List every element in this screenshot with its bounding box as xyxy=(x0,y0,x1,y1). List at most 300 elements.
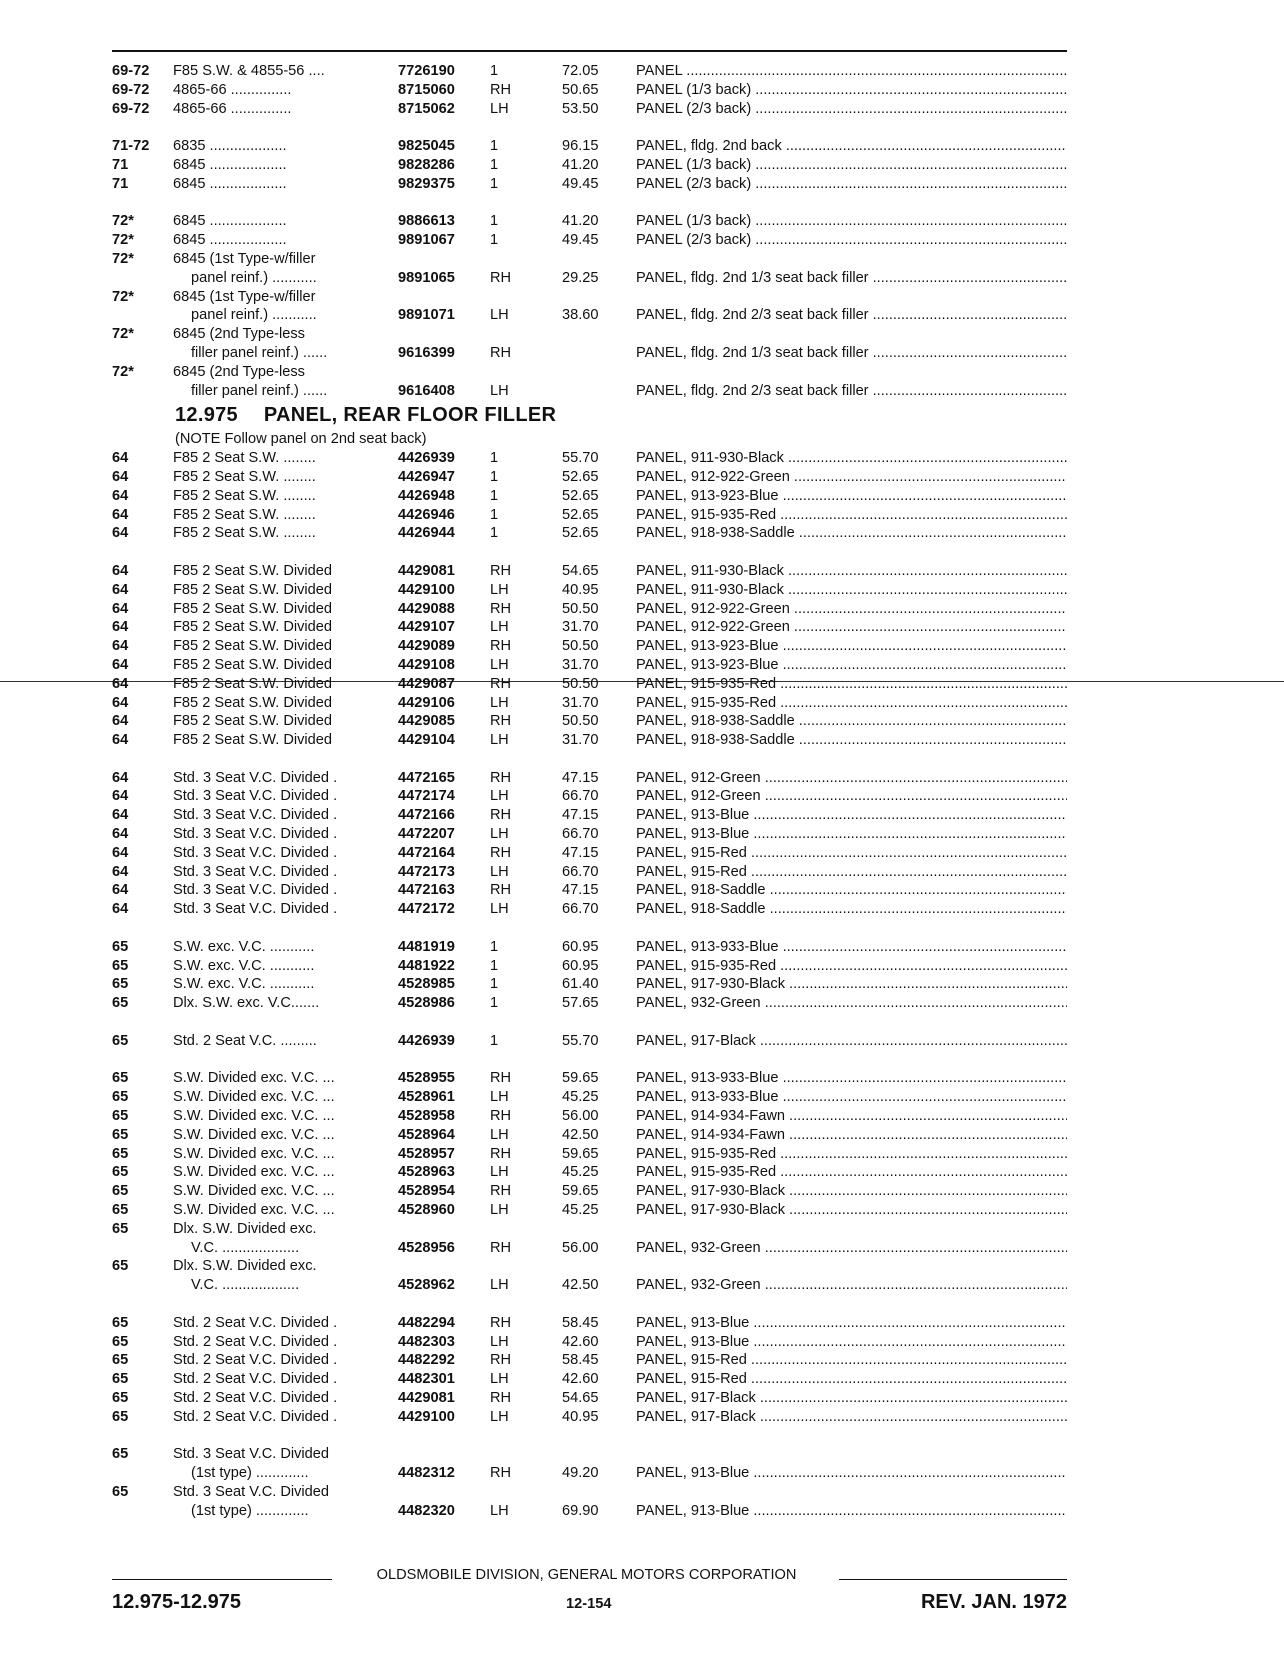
quantity: LH xyxy=(490,694,509,711)
part-number: 4528956 xyxy=(398,1239,455,1256)
part-name xyxy=(636,231,1067,250)
part-number: 4528986 xyxy=(398,995,455,1012)
model-year: 64 xyxy=(112,732,129,749)
quantity: RH xyxy=(490,1239,512,1256)
model-description xyxy=(173,881,393,900)
description-line-1: Std. 2 Seat V.C. Divided . xyxy=(173,1389,338,1406)
part-name-text: PANEL, 915-935-Red xyxy=(636,957,777,974)
model-year: 65 xyxy=(112,1314,129,1331)
description-line-1: 4865-66 ............... xyxy=(173,81,292,98)
quantity: RH xyxy=(490,1145,512,1162)
part-name xyxy=(636,156,1067,175)
description-line-1: F85 2 Seat S.W. Divided xyxy=(173,694,332,711)
part-name xyxy=(636,863,1067,882)
model-year: 65 xyxy=(112,1352,129,1369)
part-name-text: PANEL, 915-Red xyxy=(636,844,747,861)
part-name xyxy=(636,1389,1067,1408)
model-description xyxy=(173,1370,393,1389)
price: 40.95 xyxy=(562,1408,599,1425)
description-line-1: Dlx. S.W. Divided exc. xyxy=(173,1220,317,1237)
model-year: 64 xyxy=(112,468,129,485)
description-line-2: V.C. ................... xyxy=(191,1239,300,1256)
model-description xyxy=(173,81,393,100)
part-name-text: PANEL, 917-Black xyxy=(636,1032,756,1049)
description-line-1: Std. 2 Seat V.C. Divided . xyxy=(173,1352,338,1369)
model-description xyxy=(173,1107,393,1126)
section-number: 12.975 xyxy=(175,404,238,427)
model-year: 64 xyxy=(112,863,129,880)
model-year: 64 xyxy=(112,450,129,467)
model-description xyxy=(173,468,393,487)
model-description xyxy=(173,562,393,581)
model-year: 65 xyxy=(112,1202,129,1219)
model-year: 64 xyxy=(112,562,129,579)
model-description xyxy=(173,100,393,119)
quantity: RH xyxy=(490,1314,512,1331)
table-row xyxy=(112,787,1067,806)
table-row xyxy=(112,62,1067,81)
model-year: 64 xyxy=(112,619,129,636)
quantity: 1 xyxy=(490,1032,499,1049)
description-line-1: F85 2 Seat S.W. ........ xyxy=(173,450,316,467)
part-number: 4482303 xyxy=(398,1333,455,1350)
part-number: 4528957 xyxy=(398,1145,455,1162)
model-year: 72* xyxy=(112,250,134,267)
price: 49.20 xyxy=(562,1465,599,1482)
price: 41.20 xyxy=(562,213,599,230)
description-line-2: filler panel reinf.) ...... xyxy=(191,382,328,399)
description-line-1: Std. 3 Seat V.C. Divided . xyxy=(173,788,338,805)
model-description xyxy=(173,363,393,401)
part-name xyxy=(636,1163,1067,1182)
price: 50.50 xyxy=(562,675,599,692)
part-name-text: PANEL (2/3 back) xyxy=(636,232,752,249)
model-description xyxy=(173,1163,393,1182)
description-line-1: Std. 3 Seat V.C. Divided xyxy=(173,1483,330,1500)
description-line-1: F85 2 Seat S.W. Divided xyxy=(173,600,332,617)
table-row xyxy=(112,81,1067,100)
table-row xyxy=(112,1389,1067,1408)
part-name-text: PANEL, 913-933-Blue xyxy=(636,938,779,955)
part-name xyxy=(636,449,1067,468)
quantity: 1 xyxy=(490,468,499,485)
description-line-1: S.W. Divided exc. V.C. ... xyxy=(173,1145,335,1162)
model-description xyxy=(173,618,393,637)
quantity: LH xyxy=(490,1126,509,1143)
description-line-1: S.W. Divided exc. V.C. ... xyxy=(173,1202,335,1219)
table-row xyxy=(112,863,1067,882)
part-name xyxy=(636,694,1067,713)
model-year: 72* xyxy=(112,288,134,305)
model-description xyxy=(173,1145,393,1164)
price: 56.00 xyxy=(562,1108,599,1125)
part-name xyxy=(636,1069,1067,1088)
part-name xyxy=(636,600,1067,619)
part-name-text: PANEL, 917-930-Black xyxy=(636,976,785,993)
price: 52.65 xyxy=(562,506,599,523)
description-line-1: Std. 2 Seat V.C. Divided . xyxy=(173,1333,338,1350)
part-name xyxy=(636,900,1067,919)
part-number: 4429085 xyxy=(398,713,455,730)
part-name-text: PANEL, 911-930-Black xyxy=(636,581,784,598)
table-row xyxy=(112,1145,1067,1164)
part-name xyxy=(636,844,1067,863)
table-row xyxy=(112,288,1067,326)
quantity: LH xyxy=(490,1277,509,1294)
table-row xyxy=(112,506,1067,525)
part-name-text: PANEL, 932-Green xyxy=(636,995,761,1012)
description-line-1: F85 2 Seat S.W. ........ xyxy=(173,487,316,504)
price: 60.95 xyxy=(562,938,599,955)
table-row xyxy=(112,656,1067,675)
price: 47.15 xyxy=(562,844,599,861)
model-year: 69-72 xyxy=(112,81,150,98)
footer-rule-right xyxy=(839,1579,1067,1580)
price: 50.65 xyxy=(562,81,599,98)
quantity: 1 xyxy=(490,213,499,230)
section-note: (NOTE Follow panel on 2nd seat back) xyxy=(175,431,427,448)
part-name-text: PANEL, 918-Saddle xyxy=(636,882,766,899)
description-line-1: 6845 (1st Type-w/filler xyxy=(173,250,316,267)
price: 41.20 xyxy=(562,156,599,173)
model-description xyxy=(173,1069,393,1088)
quantity: RH xyxy=(490,600,512,617)
row-gap xyxy=(112,543,1067,562)
description-line-1: F85 2 Seat S.W. Divided xyxy=(173,656,332,673)
table-row xyxy=(112,449,1067,468)
model-description xyxy=(173,731,393,750)
part-name-text: PANEL, 917-930-Black xyxy=(636,1183,785,1200)
quantity: 1 xyxy=(490,450,499,467)
part-name xyxy=(636,306,1067,325)
part-name-text: PANEL, fldg. 2nd 1/3 seat back filler xyxy=(636,269,869,286)
price: 47.15 xyxy=(562,807,599,824)
part-name xyxy=(636,637,1067,656)
table-row xyxy=(112,1408,1067,1427)
price: 66.70 xyxy=(562,901,599,918)
model-description xyxy=(173,449,393,468)
model-description xyxy=(173,137,393,156)
table-row xyxy=(112,881,1067,900)
model-description xyxy=(173,712,393,731)
quantity: 1 xyxy=(490,976,499,993)
quantity: 1 xyxy=(490,957,499,974)
part-name-text: PANEL, 912-Green xyxy=(636,788,761,805)
quantity: RH xyxy=(490,1465,512,1482)
price: 45.25 xyxy=(562,1089,599,1106)
price: 66.70 xyxy=(562,788,599,805)
part-name xyxy=(636,81,1067,100)
table-row xyxy=(112,731,1067,750)
table-row xyxy=(112,1351,1067,1370)
table-row xyxy=(112,1182,1067,1201)
model-year: 65 xyxy=(112,976,129,993)
table-row xyxy=(112,1483,1067,1521)
description-line-2: panel reinf.) ........... xyxy=(191,307,317,324)
price: 55.70 xyxy=(562,450,599,467)
table-row xyxy=(112,637,1067,656)
part-number: 4426946 xyxy=(398,506,455,523)
price: 57.65 xyxy=(562,995,599,1012)
footer-page-number: 12-154 xyxy=(566,1596,612,1612)
table-row xyxy=(112,363,1067,401)
quantity: RH xyxy=(490,1108,512,1125)
part-name-text: PANEL, 913-933-Blue xyxy=(636,1070,779,1087)
model-year: 64 xyxy=(112,807,129,824)
quantity: 1 xyxy=(490,175,499,192)
price: 49.45 xyxy=(562,175,599,192)
part-name xyxy=(636,656,1067,675)
part-name-text: PANEL (2/3 back) xyxy=(636,175,752,192)
table-row xyxy=(112,900,1067,919)
quantity: LH xyxy=(490,732,509,749)
quantity: 1 xyxy=(490,938,499,955)
model-year: 64 xyxy=(112,600,129,617)
model-description xyxy=(173,1032,393,1051)
price: 49.45 xyxy=(562,232,599,249)
model-year: 65 xyxy=(112,1032,129,1049)
quantity: 1 xyxy=(490,506,499,523)
part-number: 4429108 xyxy=(398,656,455,673)
model-description xyxy=(173,1088,393,1107)
part-number: 4528963 xyxy=(398,1164,455,1181)
price: 59.65 xyxy=(562,1145,599,1162)
part-name xyxy=(636,975,1067,994)
part-number: 9891065 xyxy=(398,269,455,286)
part-number: 9828286 xyxy=(398,156,455,173)
price: 61.40 xyxy=(562,976,599,993)
part-name-text: PANEL, 912-Green xyxy=(636,769,761,786)
section-rows xyxy=(112,449,1067,1520)
part-name xyxy=(636,524,1067,543)
model-year: 71 xyxy=(112,175,129,192)
quantity: 1 xyxy=(490,63,499,79)
part-name xyxy=(636,1126,1067,1145)
model-year: 72* xyxy=(112,232,134,249)
part-name xyxy=(636,1351,1067,1370)
description-line-1: S.W. exc. V.C. ........... xyxy=(173,976,315,993)
quantity: LH xyxy=(490,1089,509,1106)
part-name-text: PANEL, 918-938-Saddle xyxy=(636,732,795,749)
part-name-text: PANEL, 912-922-Green xyxy=(636,468,790,485)
part-name xyxy=(636,468,1067,487)
part-name xyxy=(636,175,1067,194)
price: 54.65 xyxy=(562,1389,599,1406)
table-row xyxy=(112,938,1067,957)
part-name-text: PANEL, 915-935-Red xyxy=(636,675,777,692)
part-number: 8715062 xyxy=(398,100,455,117)
part-number: 4429106 xyxy=(398,694,455,711)
part-name xyxy=(636,1333,1067,1352)
part-name-text: PANEL, 918-Saddle xyxy=(636,901,766,918)
description-line-1: S.W. Divided exc. V.C. ... xyxy=(173,1070,335,1087)
description-line-1: F85 2 Seat S.W. ........ xyxy=(173,525,316,542)
table-row xyxy=(112,1126,1067,1145)
part-number: 4482301 xyxy=(398,1371,455,1388)
description-line-2: (1st type) ............. xyxy=(191,1465,309,1482)
part-name-text: PANEL, 913-923-Blue xyxy=(636,656,779,673)
model-description xyxy=(173,1257,393,1295)
part-name xyxy=(636,618,1067,637)
model-year: 65 xyxy=(112,1070,129,1087)
quantity: RH xyxy=(490,1389,512,1406)
part-number: 9891067 xyxy=(398,232,455,249)
model-description xyxy=(173,156,393,175)
part-name-text: PANEL, 913-Blue xyxy=(636,1502,750,1519)
part-number: 4426948 xyxy=(398,487,455,504)
footer-section-range: 12.975-12.975 xyxy=(112,1591,242,1613)
table-row xyxy=(112,1257,1067,1295)
quantity: LH xyxy=(490,656,509,673)
description-line-1: S.W. exc. V.C. ........... xyxy=(173,938,315,955)
part-name xyxy=(636,806,1067,825)
table-row xyxy=(112,212,1067,231)
footer-revision: REV. JAN. 1972 xyxy=(920,1591,1067,1613)
part-name-text: PANEL (1/3 back) xyxy=(636,156,752,173)
quantity: LH xyxy=(490,826,509,843)
model-description xyxy=(173,787,393,806)
description-line-1: F85 2 Seat S.W. Divided xyxy=(173,675,332,692)
table-row xyxy=(112,957,1067,976)
model-description xyxy=(173,250,393,288)
part-number: 4429087 xyxy=(398,675,455,692)
part-name-text: PANEL, 917-Black xyxy=(636,1389,756,1406)
description-line-1: 6845 (2nd Type-less xyxy=(173,363,305,380)
part-name xyxy=(636,1239,1067,1258)
quantity: 1 xyxy=(490,995,499,1012)
model-description xyxy=(173,581,393,600)
part-name xyxy=(636,1145,1067,1164)
part-name-text: PANEL, fldg. 2nd back xyxy=(636,138,782,155)
table-row xyxy=(112,600,1067,619)
model-year: 64 xyxy=(112,656,129,673)
model-description xyxy=(173,825,393,844)
part-name xyxy=(636,562,1067,581)
model-year: 65 xyxy=(112,1089,129,1106)
part-name-text: PANEL, 911-930-Black xyxy=(636,562,784,579)
model-description xyxy=(173,288,393,326)
description-line-1: 6845 ................... xyxy=(173,232,287,249)
description-line-2: (1st type) ............. xyxy=(191,1502,309,1519)
price: 31.70 xyxy=(562,732,599,749)
quantity: RH xyxy=(490,882,512,899)
model-description xyxy=(173,506,393,525)
price: 58.45 xyxy=(562,1314,599,1331)
part-name xyxy=(636,487,1067,506)
description-line-1: S.W. Divided exc. V.C. ... xyxy=(173,1108,335,1125)
table-row xyxy=(112,1201,1067,1220)
quantity: RH xyxy=(490,562,512,579)
model-year: 64 xyxy=(112,713,129,730)
part-name-text: PANEL, 911-930-Black xyxy=(636,450,784,467)
part-name xyxy=(636,1182,1067,1201)
description-line-1: Std. 2 Seat V.C. ......... xyxy=(173,1032,317,1049)
model-year: 65 xyxy=(112,1126,129,1143)
part-name-text: PANEL, 917-930-Black xyxy=(636,1202,785,1219)
description-line-1: Std. 3 Seat V.C. Divided . xyxy=(173,882,338,899)
model-year: 64 xyxy=(112,638,129,655)
quantity: LH xyxy=(490,863,509,880)
description-line-1: F85 2 Seat S.W. Divided xyxy=(173,732,332,749)
quantity: 1 xyxy=(490,487,499,504)
model-description xyxy=(173,1201,393,1220)
part-name-text: PANEL, 913-923-Blue xyxy=(636,638,779,655)
quantity: LH xyxy=(490,382,509,399)
part-number: 4429104 xyxy=(398,732,455,749)
model-year: 71-72 xyxy=(112,138,150,155)
row-gap xyxy=(112,1051,1067,1070)
price: 54.65 xyxy=(562,562,599,579)
part-number: 4481922 xyxy=(398,957,455,974)
description-line-1: Dlx. S.W. exc. V.C....... xyxy=(173,995,320,1012)
model-year: 65 xyxy=(112,1258,129,1275)
description-line-1: S.W. Divided exc. V.C. ... xyxy=(173,1126,335,1143)
price: 52.65 xyxy=(562,487,599,504)
part-number: 4472174 xyxy=(398,788,455,805)
quantity: 1 xyxy=(490,156,499,173)
part-number: 4528958 xyxy=(398,1108,455,1125)
description-line-1: Std. 2 Seat V.C. Divided . xyxy=(173,1408,338,1425)
model-year: 64 xyxy=(112,844,129,861)
part-name xyxy=(636,62,1067,81)
model-description xyxy=(173,1351,393,1370)
price: 45.25 xyxy=(562,1202,599,1219)
price: 72.05 xyxy=(562,63,599,79)
price: 66.70 xyxy=(562,826,599,843)
part-number: 4481919 xyxy=(398,938,455,955)
model-description xyxy=(173,1389,393,1408)
price: 58.45 xyxy=(562,1352,599,1369)
row-gap xyxy=(112,1013,1067,1032)
part-name-text: PANEL, 932-Green xyxy=(636,1239,761,1256)
part-number: 4528955 xyxy=(398,1070,455,1087)
part-number: 4482312 xyxy=(398,1465,455,1482)
model-description xyxy=(173,957,393,976)
part-name xyxy=(636,957,1067,976)
table-row xyxy=(112,1163,1067,1182)
part-name-text: PANEL, 915-Red xyxy=(636,863,747,880)
price: 45.25 xyxy=(562,1164,599,1181)
quantity: RH xyxy=(490,1352,512,1369)
part-name xyxy=(636,712,1067,731)
part-name xyxy=(636,1276,1067,1295)
part-name-text: PANEL, 912-922-Green xyxy=(636,619,790,636)
price: 52.65 xyxy=(562,468,599,485)
part-name xyxy=(636,137,1067,156)
description-line-2: panel reinf.) ........... xyxy=(191,269,317,286)
quantity: RH xyxy=(490,844,512,861)
model-description xyxy=(173,863,393,882)
model-year: 64 xyxy=(112,675,129,692)
part-number: 4472173 xyxy=(398,863,455,880)
model-description xyxy=(173,1182,393,1201)
price: 47.15 xyxy=(562,882,599,899)
price: 59.65 xyxy=(562,1070,599,1087)
description-line-1: 6835 ................... xyxy=(173,138,287,155)
model-year: 64 xyxy=(112,506,129,523)
part-name-text: PANEL, 913-Blue xyxy=(636,1314,750,1331)
model-description xyxy=(173,175,393,194)
part-name-text: PANEL, 913-Blue xyxy=(636,1333,750,1350)
quantity: RH xyxy=(490,1070,512,1087)
description-line-1: Std. 3 Seat V.C. Divided xyxy=(173,1446,330,1463)
model-description xyxy=(173,325,393,363)
price: 29.25 xyxy=(562,269,599,286)
part-number: 4528962 xyxy=(398,1277,455,1294)
model-description xyxy=(173,1314,393,1333)
quantity: LH xyxy=(490,1333,509,1350)
table-row xyxy=(112,1032,1067,1051)
